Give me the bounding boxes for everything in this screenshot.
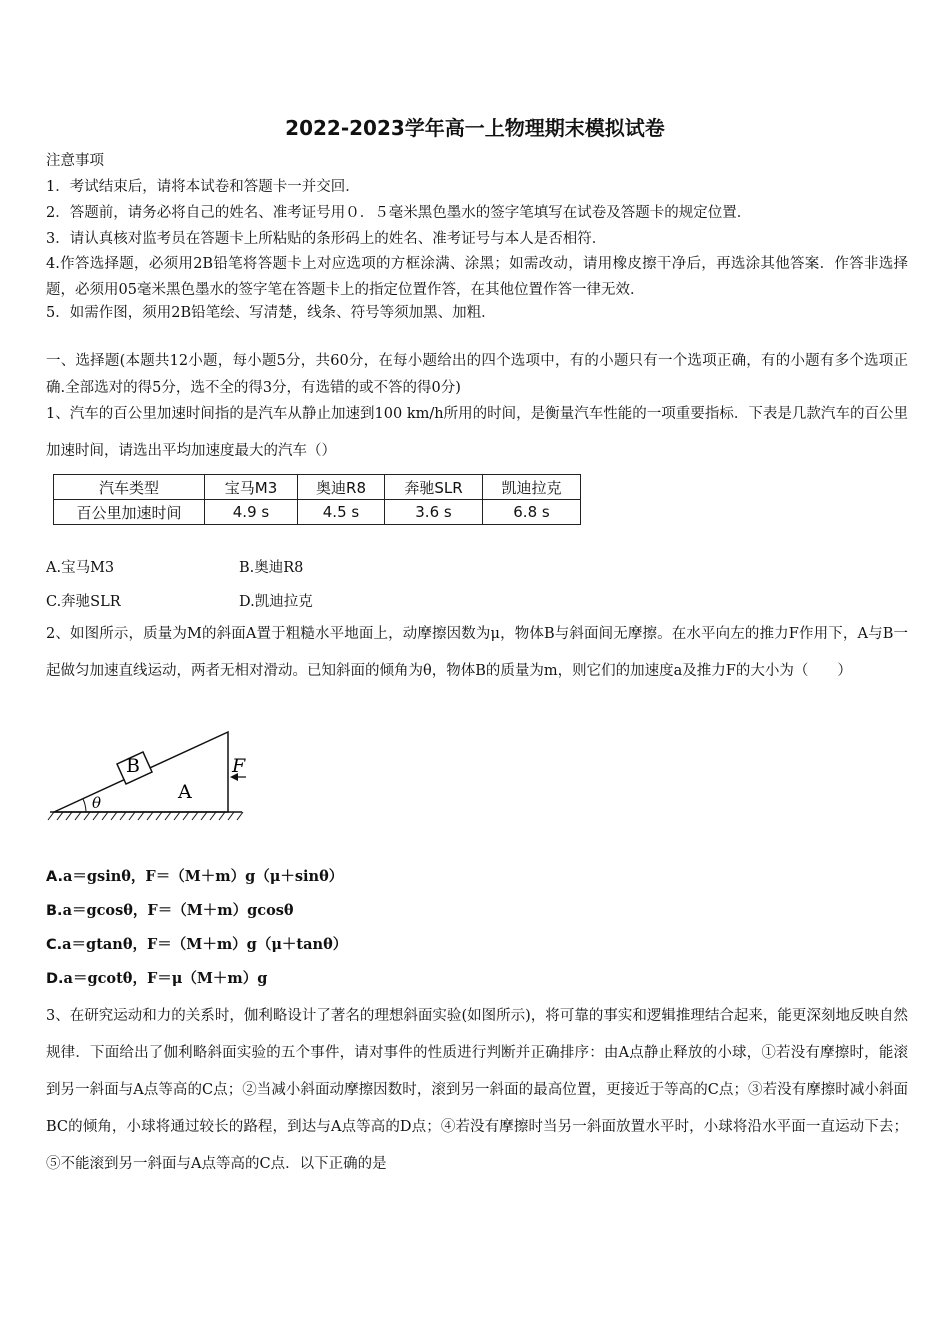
acceleration-table [53, 474, 581, 525]
option-body: a＝gtanθ，F＝（M＋m）g（μ＋tanθ） [62, 936, 348, 953]
note-item: 4.作答选择题，必须用2B铅笔将答题卡上对应选项的方框涂满、涂黑；如需改动，请用橡皮擦干净后，再选涂其他答案．作答非选择题，必须用05毫米黑色墨水的签字笔在答题卡上的指定位置作答，在其他位置作答一律无效． [46, 256, 908, 298]
q1-option-a: A.宝马M3 [46, 560, 115, 576]
note-item: 2．答题前，请务必将自己的姓名、准考证号用０．５毫米黑色墨水的签字笔填写在试卷及答题卡的规定位置． [46, 205, 752, 221]
question-3-text: 3、在研究运动和力的关系时，伽利略设计了著名的理想斜面实验(如图所示)，将可靠的事实和逻辑推理结合起来，能更深刻地反映自然规律．下面给出了伽利略斜面实验的五个事件，请对事件的性质进行判断并正确排序：由A点静止释放的小球，①若没有摩擦时，能滚到另一斜面与A点等高的C点；②当减小斜面动摩擦因数时，滚到另一斜面的最高位置，更接近于等高的C点；③若没有摩擦时减小斜面BC的倾角，小球将通过较长的路程，到达与A点等高的D点；④若没有摩擦时当另一斜面放置水平时，小球将沿水平面一直运动下去；⑤不能滚到另一斜面与A点等高的C点．以下正确的是 [46, 1008, 908, 1172]
option-body: a＝gcotθ，F＝μ（M＋m）g [63, 970, 268, 987]
notes-heading: 注意事项 [46, 153, 104, 169]
q2-option-c [46, 933, 347, 954]
note-item: 3．请认真核对监考员在答题卡上所粘贴的条形码上的姓名、准考证号与本人是否相符． [46, 231, 607, 247]
ground-hatching [48, 812, 243, 820]
q2-option-a [46, 865, 343, 886]
option-body: a＝gcosθ，F＝（M＋m）gcosθ [62, 902, 294, 919]
table-row [54, 500, 581, 525]
table-cell: 汽车类型 [54, 475, 205, 500]
table-cell: 6.8 s [483, 500, 581, 525]
table-cell: 宝马M3 [205, 475, 298, 500]
option-letter: B. [46, 903, 63, 919]
note-item: 1．考试结束后，请将本试卷和答题卡一并交回． [46, 179, 360, 195]
option-body: a＝gsinθ，F＝（M＋m）g（μ＋sinθ） [63, 868, 344, 885]
q2-option-d [46, 967, 267, 988]
table-cell: 4.5 s [298, 500, 385, 525]
q1-option-d: D.凯迪拉克 [239, 594, 313, 610]
section-heading: 一、选择题(本题共12小题，每小题5分，共60分，在每小题给出的四个选项中，有的小题只有一个选项正确，有的小题有多个选项正确.全部选对的得5分，选不全的得3分，有选错的或不答的得0分) [46, 353, 908, 396]
block-label: B [126, 755, 140, 777]
table-cell: 奔驰SLR [385, 475, 483, 500]
incline-figure [46, 728, 246, 828]
table-cell: 奥迪R8 [298, 475, 385, 500]
table-cell: 3.6 s [385, 500, 483, 525]
q1-option-c: C.奔驰SLR [46, 594, 121, 610]
question-2-text: 2、如图所示，质量为M的斜面A置于粗糙水平地面上，动摩擦因数为μ，物体B与斜面间无摩擦。在水平向左的推力F作用下，A与B一起做匀加速直线运动，两者无相对滑动。已知斜面的倾角为θ，物体B的质量为m，则它们的加速度a及推力F的大小为（ ） [46, 626, 908, 679]
slope-label: A [178, 781, 192, 803]
option-letter: C. [46, 937, 63, 953]
option-letter: D. [46, 971, 64, 987]
option-letter: A. [46, 869, 63, 885]
table-cell: 4.9 s [205, 500, 298, 525]
table-cell: 百公里加速时间 [54, 500, 205, 525]
table-row [54, 475, 581, 500]
angle-arc [83, 799, 86, 812]
q2-option-b [46, 899, 294, 920]
page-title: 2022-2023学年高一上物理期末模拟试卷 [285, 116, 665, 140]
table-cell: 凯迪拉克 [483, 475, 581, 500]
note-item: 5．如需作图，须用2B铅笔绘、写清楚，线条、符号等须加黑、加粗． [46, 305, 496, 321]
angle-label: θ [92, 794, 102, 812]
q1-option-b: B.奥迪R8 [239, 560, 304, 576]
question-1-text: 1、汽车的百公里加速时间指的是汽车从静止加速到100 km/h所用的时间，是衡量汽车性能的一项重要指标．下表是几款汽车的百公里加速时间，请选出平均加速度最大的汽车（） [46, 406, 908, 459]
force-label: F [232, 755, 246, 777]
